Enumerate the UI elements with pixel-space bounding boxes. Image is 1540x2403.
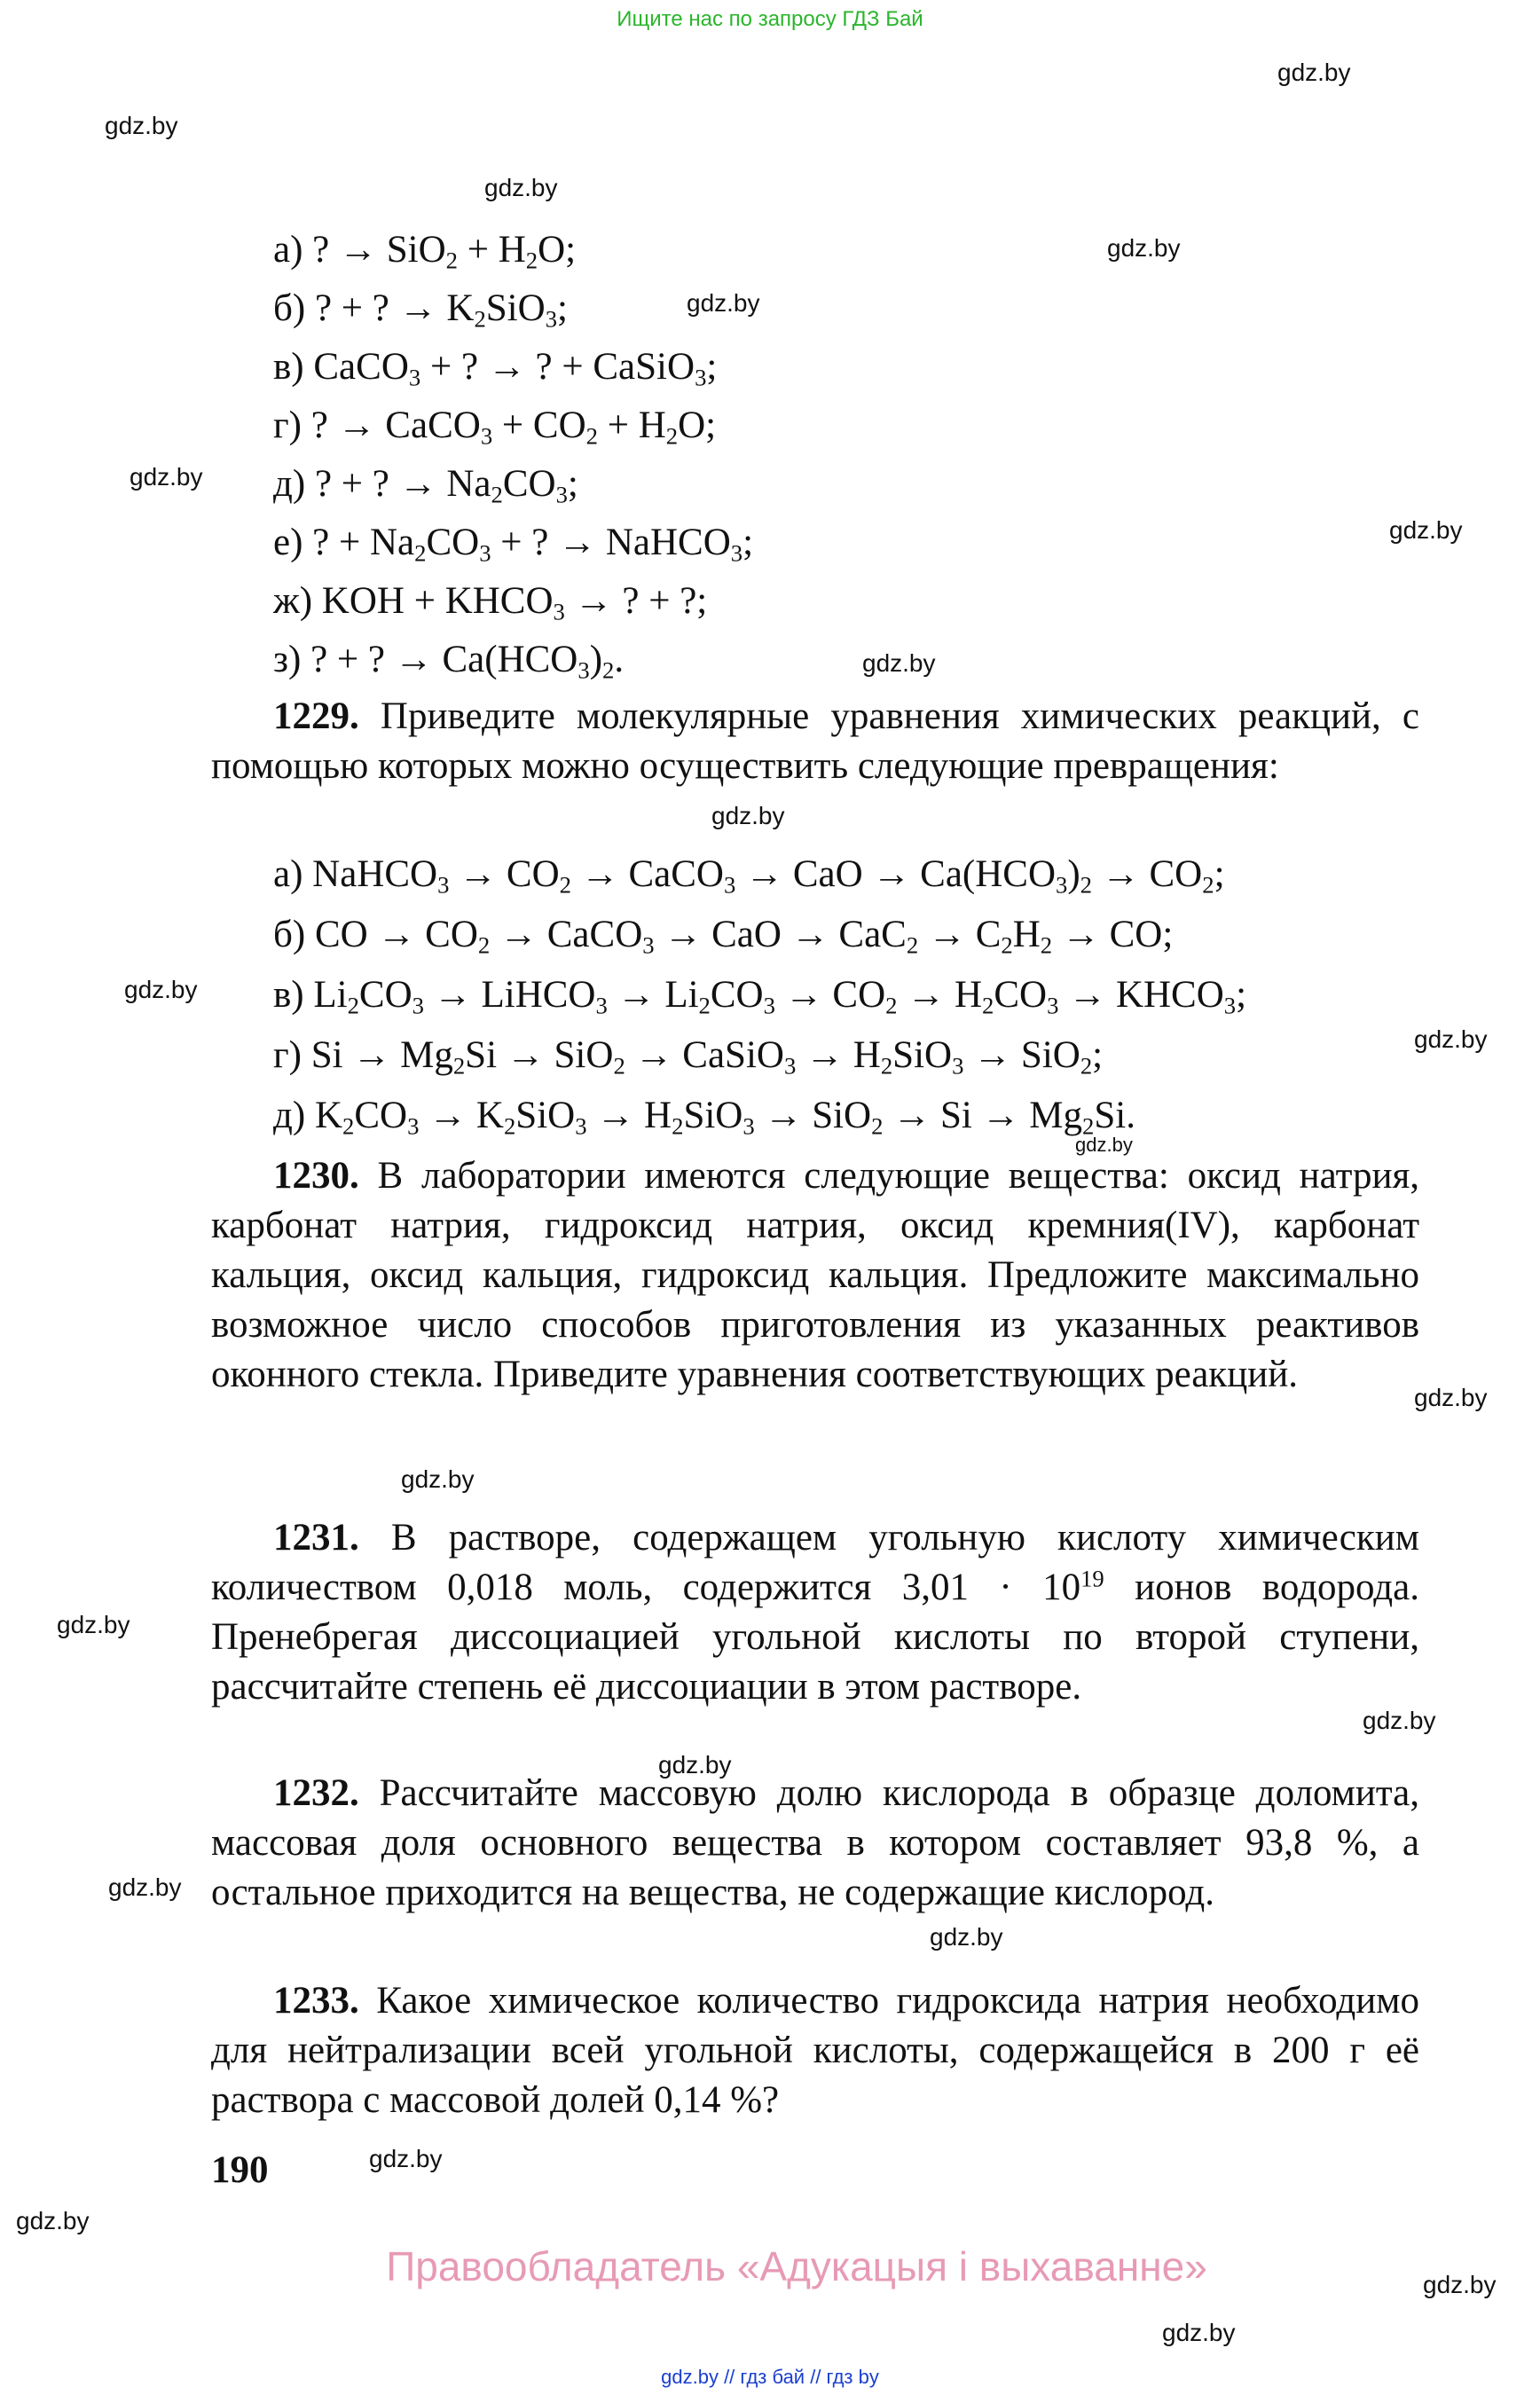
footer-links[interactable]: gdz.by // гдз бай // гдз by [661, 2366, 879, 2388]
task-number: 1231. [273, 1517, 359, 1559]
page-number: 190 [211, 2149, 269, 2191]
equation-line: в) $Li_2CO_3$ → LiHCO$_3$ → $Li_2CO_3 \to CO_2 \to H_2CO_3$ → $KHCO_3$; [273, 974, 1247, 1019]
watermark: gdz.by [1075, 1134, 1133, 1156]
task-number: 1233. [273, 1980, 359, 2022]
task-text: Рассчитайте массовую долю кислорода в образце доломита, массовая доля основного вещества в котором составляет 93,8 %, а остальное приходится на вещества, не содержащие кислород. [211, 1772, 1420, 1913]
task-number: 1232. [273, 1772, 359, 1814]
watermark: gdz.by [57, 1611, 130, 1638]
watermark: gdz.by [687, 289, 760, 317]
equation-line: г) ? → CaCO$_3$ + $CO_2 + H_2O$; [273, 404, 717, 450]
watermark: gdz.by [16, 2207, 90, 2234]
watermark: gdz.by [369, 2145, 443, 2172]
task-text: В растворе, содержащем угольную кислоту химическим количеством 0,018 моль, содержится $3,01 \cdot 10^{19}$ ионов водорода. Пренебрегая диссоциацией угольной кислоты по второй ступени, рассчитайте степень её диссоциации в этом растворе. [211, 1517, 1419, 1708]
watermark: gdz.by [1363, 1707, 1436, 1734]
equation-line: е) ? + $Na_2CO_3$ + ? → NaHCO$_3$; [273, 522, 754, 567]
equation-line: а) ? → $SiO_2 + H_2O$; [273, 229, 577, 274]
task-1233 [211, 1976, 1419, 2125]
task-1231 [211, 1513, 1419, 1712]
task-1232 [211, 1769, 1419, 1918]
watermark: gdz.by [930, 1923, 1003, 1951]
task-1230 [211, 1151, 1419, 1400]
equation-line: б) CO → $CO_2$ → CaCO$_3$ → CaO → $CaC_2 \to C_2H_2$ → CO; [273, 914, 1174, 959]
watermark: gdz.by [105, 112, 178, 139]
equation-line: д) $K_2CO_3 \to K_2SiO_3 \to H_2SiO_3 \to SiO_2 \to Si \to Mg_2Si$. [273, 1095, 1135, 1140]
watermark: gdz.by [1414, 1025, 1488, 1053]
search-hint: Ищите нас по запросу ГДЗ Бай [617, 7, 923, 31]
equation-line: г) $Si \to Mg_2Si \to SiO_2$ → CaSiO$_3$ → $H_2SiO_3 \to SiO_2$; [273, 1034, 1104, 1080]
watermark: gdz.by [711, 802, 785, 829]
watermark: gdz.by [1414, 1384, 1488, 1411]
equation-line: б) ? + ? → $K_2SiO_3$; [273, 287, 568, 333]
copyright-notice: Правообладатель «Адукацыя і выхаванне» [386, 2243, 1207, 2289]
watermark: gdz.by [862, 649, 936, 677]
task-1229 [211, 692, 1419, 791]
watermark: gdz.by [1162, 2319, 1236, 2346]
watermark: gdz.by [1107, 234, 1181, 262]
task-number: 1229. [273, 695, 359, 737]
watermark: gdz.by [401, 1465, 475, 1493]
watermark: gdz.by [1389, 516, 1463, 544]
watermark: gdz.by [1423, 2271, 1497, 2298]
task-number: 1230. [273, 1155, 359, 1197]
equation-line: д) ? + ? → $Na_2CO_3$; [273, 463, 578, 508]
equation-line: з) ? + ? → $Ca(HCO_3)_2$. [273, 639, 625, 684]
watermark: gdz.by [484, 174, 558, 201]
equation-line: ж) KOH + $KHCO_3$ → ? + ?; [273, 580, 708, 625]
watermark: gdz.by [658, 1751, 732, 1779]
watermark: gdz.by [130, 463, 203, 491]
task-text: Какое химическое количество гидроксида натрия необходимо для нейтрализации всей угольной кислоты, содержащейся в 200 г её раствора с массовой долей 0,14 %? [211, 1980, 1419, 2121]
task-text: В лаборатории имеются следующие вещества: оксид натрия, карбонат натрия, гидроксид натрия, оксид кремния(IV), карбонат кальция, оксид кальция, гидроксид кальция. Предложите максимально возможное число способов приготовления из указанных реактивов оконного стекла. Приведите уравнения соответствующих реакций. [211, 1155, 1420, 1395]
equation-line: в) CaCO$_3$ + ? → ? + CaSiO$_3$; [273, 346, 718, 391]
watermark: gdz.by [1277, 59, 1351, 86]
task-text: Приведите молекулярные уравнения химических реакций, с помощью которых можно осуществить следующие превращения: [211, 695, 1419, 787]
equation-line: а) NaHCO$_3$ → $CO_2$ → CaCO$_3$ → CaO → $Ca(HCO_3)_2 \to CO_2$; [273, 853, 1225, 899]
watermark: gdz.by [124, 976, 198, 1003]
watermark: gdz.by [108, 1873, 182, 1901]
